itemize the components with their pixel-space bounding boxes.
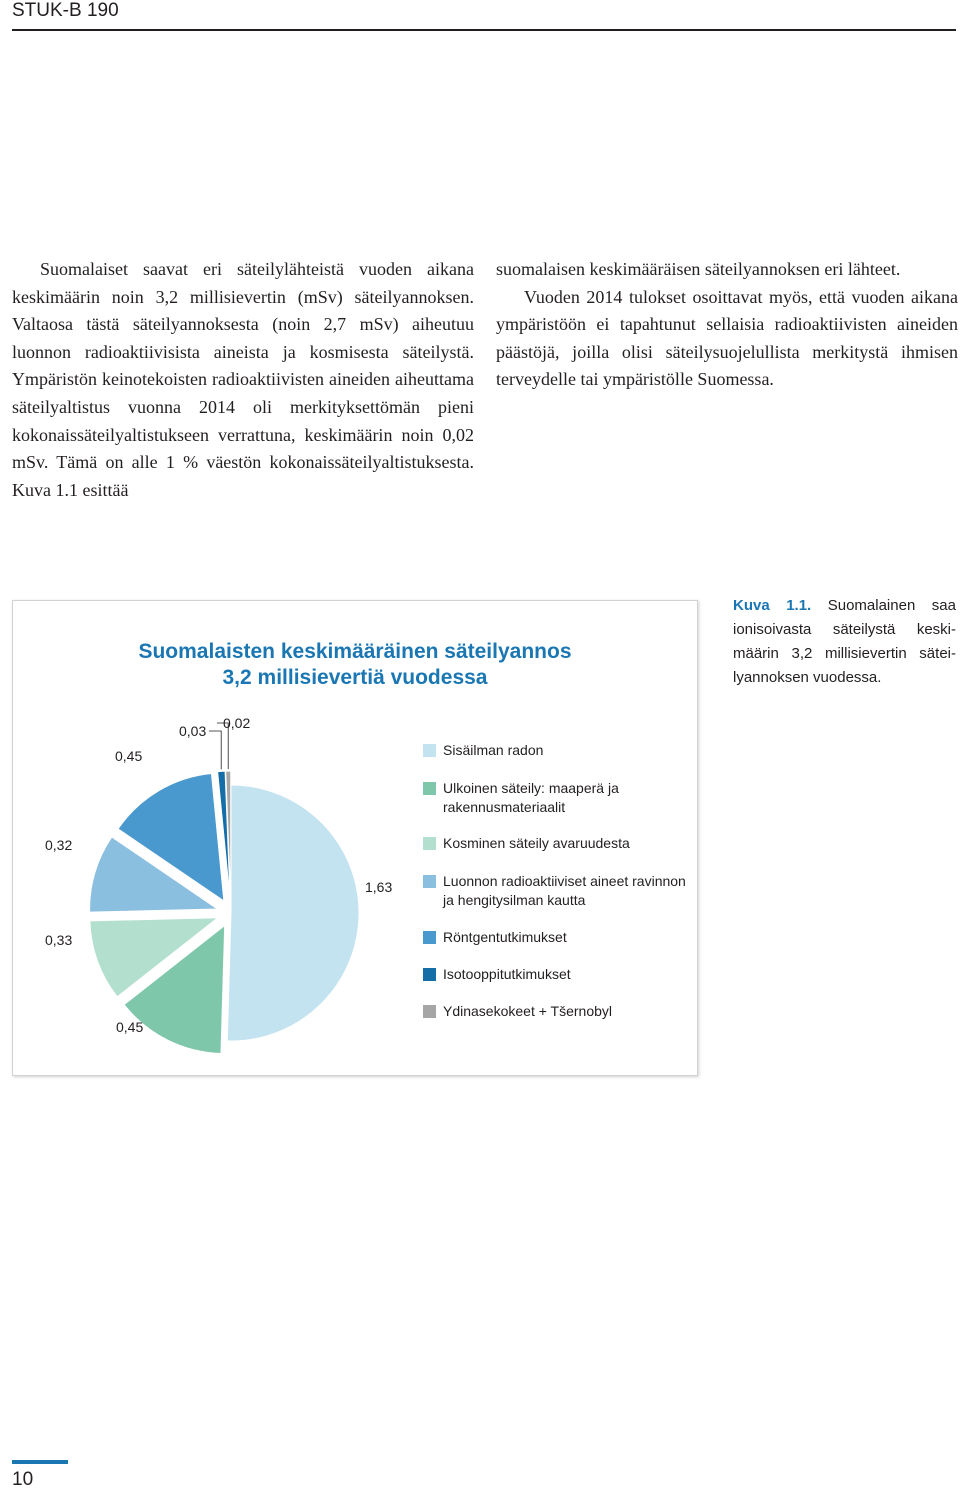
body-column-left [12, 256, 474, 504]
figure-caption [733, 594, 956, 690]
legend-swatch [423, 931, 436, 944]
figure-panel [12, 600, 698, 1076]
running-header: STUK-B 190 [12, 0, 119, 21]
body-column-right [496, 256, 958, 394]
legend-label: Ydinasekokeet + Tšernobyl [443, 1003, 613, 1019]
leader-line [209, 731, 221, 769]
legend-swatch [423, 875, 436, 888]
legend-label: Ulkoinen säteily: maaperä ja rakennusmateriaalit [443, 780, 619, 815]
caption-text: Suomalainen saa ionisoivasta säteilystä keskimäärin 3,2 millisievertin säteilyannoksen vuodessa. [733, 597, 956, 686]
legend-swatch [423, 782, 436, 795]
legend-label: Röntgentutkimukset [443, 929, 567, 945]
slice-value-label: 0,02 [223, 715, 251, 731]
slice-value-label: 1,63 [365, 879, 393, 895]
body-paragraph: Suomalaiset saavat eri säteilylähteistä vuoden aikana keskimäärin noin 3,2 millisievertin (mSv) säteilyannoksen. Valtaosa tästä säteilyannoksesta (noin 2,7 mSv) aiheutuu luonnon radioaktiivisista aineista ja kosmisesta säteilystä. Ympäristön keinotekoisten radioaktiivisten aineiden aiheuttama säteilyaltistus vuonna 2014 oli merkityksettömän pieni kokonaissäteilyaltistukseen verrattuna, keskimäärin noin 0,02 mSv. Tämä on alle 1 % väestön kokonaissäteilyaltistuksesta. Kuva 1.1 esittää [12, 259, 474, 500]
header-rule [12, 29, 956, 31]
legend-label: Kosminen säteily avaruudesta [443, 835, 630, 851]
legend-label: Luonnon radioaktiiviset aineet ravinnon ja hengitysilman kautta [443, 873, 686, 908]
pie-slice-sisailman-radon [227, 785, 359, 1041]
legend-label: Isotooppitutkimukset [443, 966, 571, 982]
slice-value-label: 0,33 [45, 932, 73, 948]
body-paragraph: Vuoden 2014 tulokset osoittavat myös, että vuoden aikana ympäristöön ei tapahtunut sellaisia radioaktiivisten aineiden päästöjä, joilla olisi säteilysuojelullista merkitystä ihmisen terveydelle tai ympäristölle Suomessa. [496, 286, 958, 390]
slice-value-label: 0,03 [179, 723, 207, 739]
body-paragraph: suomalaisen keskimääräisen säteilyannoksen eri lähteet. [496, 259, 901, 279]
legend-swatch [423, 744, 436, 757]
caption-label: Kuva 1.1. [733, 597, 812, 614]
slice-value-label: 0,45 [115, 748, 143, 764]
legend-label: Sisäilman radon [443, 742, 544, 758]
slice-value-label: 0,45 [116, 1019, 144, 1035]
legend-swatch [423, 968, 436, 981]
page-number: 10 [12, 1469, 34, 1490]
legend-swatch [423, 1005, 436, 1018]
legend-swatch [423, 837, 436, 850]
chart-title-line-1: Suomalaisten keskimääräinen säteilyannos [138, 640, 572, 663]
slice-value-label: 0,32 [45, 837, 73, 853]
page-number-rule [12, 1460, 68, 1464]
chart-title-line-2: 3,2 millisievertiä vuodessa [222, 666, 488, 689]
